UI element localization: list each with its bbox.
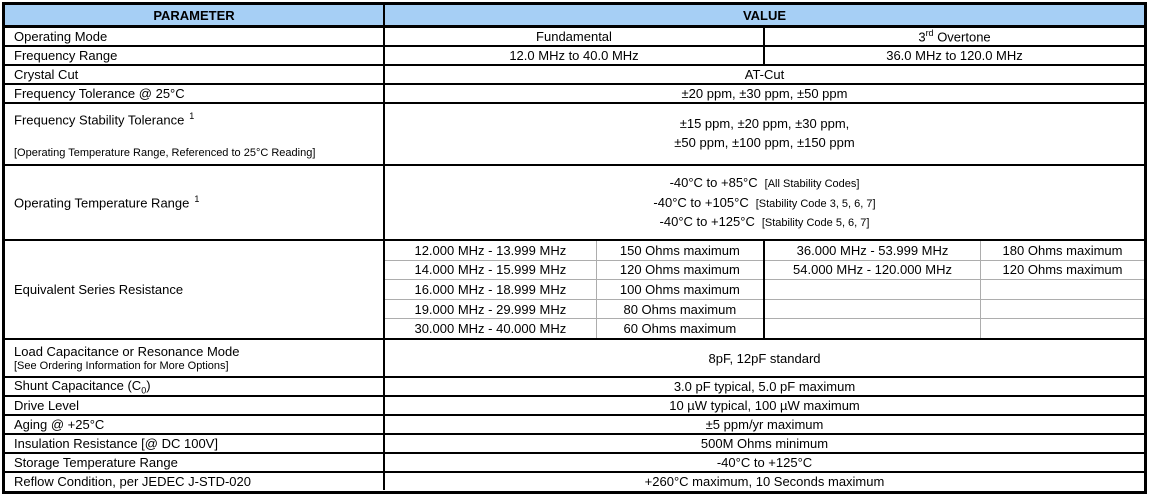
esr-resistance: 100 Ohms maximum: [619, 281, 740, 297]
esr-resistance: 120 Ohms maximum: [619, 262, 740, 278]
overtone-text: 3rd Overtone: [918, 28, 991, 45]
frequency-stability-param: [5, 104, 385, 164]
esr-frequency-range: 30.000 MHz - 40.000 MHz: [385, 319, 597, 338]
esr-label: Equivalent Series Resistance: [5, 241, 385, 338]
esr-frequency-range: 54.000 MHz - 120.000 MHz: [765, 261, 981, 280]
row-load-capacitance: [5, 340, 1144, 378]
row-drive-level: [5, 397, 1144, 416]
frequency-range-fundamental: 12.0 MHz to 40.0 MHz: [385, 47, 765, 64]
load-capacitance-label: Load Capacitance or Resonance Mode: [14, 344, 240, 359]
esr-row: [765, 318, 1144, 338]
esr-resistance: [981, 300, 1144, 319]
row-storage-temperature: [5, 454, 1144, 473]
load-capacitance-note: [See Ordering Information for More Options]: [14, 360, 229, 372]
esr-resistance: 150 Ohms maximum: [619, 242, 740, 258]
header-value: VALUE: [742, 7, 787, 23]
specification-table: [2, 2, 1147, 494]
row-aging: [5, 416, 1144, 435]
load-capacitance-param: [5, 340, 385, 376]
reflow-condition-label: Reflow Condition, per JEDEC J-STD-020: [5, 473, 385, 490]
esr-frequency-range: [765, 280, 981, 299]
esr-frequency-range: [765, 319, 981, 338]
esr-resistance: [981, 280, 1144, 299]
row-operating-temperature: [5, 166, 1144, 241]
load-capacitance-value: 8pF, 12pF standard: [708, 350, 821, 366]
frequency-stability-value: [385, 104, 1144, 164]
operating-temperature-label: Operating Temperature Range $^1$: [14, 194, 200, 211]
operating-mode-value: [385, 28, 1144, 45]
shunt-capacitance-value: 3.0 pF typical, 5.0 pF maximum: [673, 379, 856, 394]
row-crystal-cut: [5, 66, 1144, 85]
temp-range-note: [Stability Code 5, 6, 7]: [761, 217, 870, 230]
operating-mode-fundamental: Fundamental: [385, 28, 765, 45]
header-parameter: PARAMETER: [5, 5, 385, 25]
temp-range-note: [All Stability Codes]: [764, 178, 860, 191]
frequency-range-value: [385, 47, 1144, 64]
insulation-resistance-value: 500M Ohms minimum: [700, 436, 829, 451]
esr-value-grid: [385, 241, 1144, 338]
frequency-tolerance-value: ±20 ppm, ±30 ppm, ±50 ppm: [681, 86, 848, 101]
esr-frequency-range: 12.000 MHz - 13.999 MHz: [385, 241, 597, 260]
row-operating-mode: [5, 28, 1144, 47]
operating-temperature-footnote: 1: [194, 194, 200, 205]
temp-range: -40°C to +85°C: [669, 175, 758, 191]
frequency-range-label: Frequency Range: [5, 47, 385, 64]
frequency-stability-footnote: 1: [189, 111, 195, 121]
esr-row: [765, 279, 1144, 299]
operating-temperature-line: [660, 212, 870, 232]
shunt-capacitance-subscript: 0: [141, 385, 147, 396]
frequency-range-overtone: 36.0 MHz to 120.0 MHz: [886, 48, 1023, 63]
insulation-resistance-label: Insulation Resistance [@ DC 100V]: [5, 435, 385, 452]
esr-frequency-range: 19.000 MHz - 29.999 MHz: [385, 300, 597, 319]
table-header-row: [5, 5, 1144, 28]
shunt-capacitance-text: Shunt Capacitance $(C_0)$: [14, 377, 151, 396]
esr-row: [765, 241, 1144, 260]
operating-temperature-param: [5, 166, 385, 239]
frequency-stability-value-line1: ±15 ppm, ±20 ppm, ±30 ppm,: [679, 116, 850, 132]
row-frequency-range: [5, 47, 1144, 66]
esr-row: [385, 299, 763, 319]
esr-row: [765, 299, 1144, 319]
frequency-stability-value-line2: ±50 ppm, ±100 ppm, ±150 ppm: [674, 135, 855, 150]
temp-range: -40°C to +125°C: [659, 214, 755, 230]
esr-row: [385, 318, 763, 338]
esr-frequency-range: [765, 300, 981, 319]
temp-range: -40°C to +105°C: [653, 194, 749, 210]
operating-temperature-value: [385, 166, 1144, 239]
row-frequency-tolerance: [5, 85, 1144, 104]
esr-resistance: 60 Ohms maximum: [623, 321, 737, 337]
frequency-stability-label: Frequency Stability Tolerance $^1$: [14, 111, 195, 128]
esr-frequency-range: 14.000 MHz - 15.999 MHz: [385, 261, 597, 280]
esr-row: [765, 260, 1144, 280]
row-shunt-capacitance: [5, 378, 1144, 397]
esr-frequency-range: 16.000 MHz - 18.999 MHz: [385, 280, 597, 299]
operating-temperature-line: [670, 173, 860, 193]
frequency-tolerance-label: Frequency Tolerance @ 25°C: [5, 85, 385, 102]
drive-level-value: 10 µW typical, 100 µW maximum: [669, 398, 860, 413]
row-insulation-resistance: [5, 435, 1144, 454]
esr-frequency-range: 36.000 MHz - 53.999 MHz: [765, 241, 981, 260]
frequency-stability-note: [Operating Temperature Range, Referenced to 25°C Reading]: [14, 147, 316, 159]
esr-resistance: 80 Ohms maximum: [623, 301, 737, 317]
row-frequency-stability: [5, 104, 1144, 166]
esr-row: [385, 279, 763, 299]
esr-overtone-table: [765, 241, 1144, 338]
crystal-cut-value: AT-Cut: [744, 67, 785, 82]
shunt-capacitance-label: [5, 378, 385, 395]
esr-row: [385, 241, 763, 260]
drive-level-label: Drive Level: [5, 397, 385, 414]
esr-resistance: 120 Ohms maximum: [1002, 262, 1123, 278]
operating-temperature-line: [653, 193, 875, 213]
aging-label: Aging @ +25°C: [5, 416, 385, 433]
esr-fundamental-table: [385, 241, 765, 338]
storage-temperature-value: -40°C to +125°C: [716, 455, 813, 470]
aging-value: ±5 ppm/yr maximum: [705, 417, 824, 432]
esr-resistance: [981, 319, 1144, 338]
operating-mode-label: Operating Mode: [5, 28, 385, 45]
crystal-cut-label: Crystal Cut: [5, 66, 385, 83]
storage-temperature-label: Storage Temperature Range: [5, 454, 385, 471]
reflow-condition-value: +260°C maximum, 10 Seconds maximum: [644, 474, 885, 489]
overtone-ordinal: rd: [925, 28, 934, 39]
row-esr: [5, 241, 1144, 340]
row-reflow-condition: [5, 473, 1144, 490]
esr-resistance: 180 Ohms maximum: [1002, 242, 1123, 258]
esr-row: [385, 260, 763, 280]
operating-mode-overtone: [765, 28, 1144, 45]
temp-range-note: [Stability Code 3, 5, 6, 7]: [755, 197, 876, 210]
